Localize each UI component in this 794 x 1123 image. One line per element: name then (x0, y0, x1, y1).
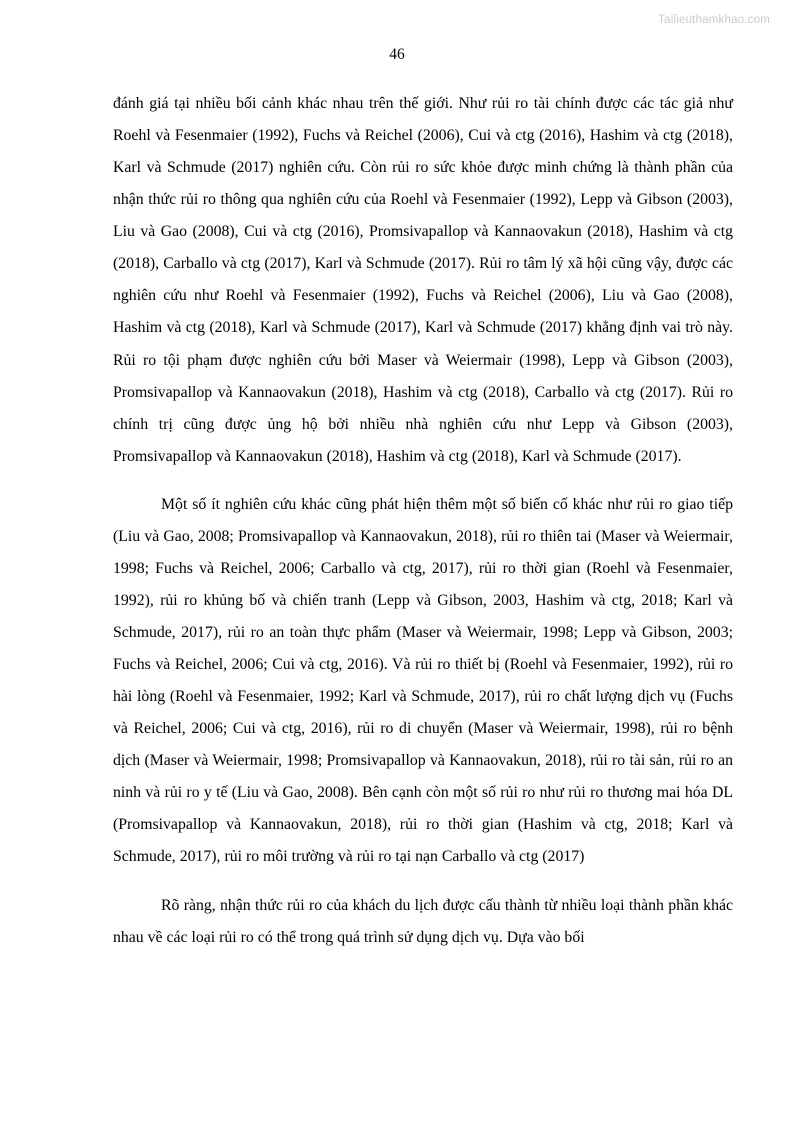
page-number: 46 (389, 46, 405, 63)
page-body (113, 88, 733, 954)
watermark-text: Tailieuthamkhao.com (658, 14, 770, 26)
body-paragraph: Rõ ràng, nhận thức rủi ro của khách du lịch được cấu thành từ nhiều loại thành phần khác nhau về các loại rủi ro có thể trong quá trình sử dụng dịch vụ. Dựa vào bối (113, 896, 733, 946)
body-paragraph: Một số ít nghiên cứu khác cũng phát hiện thêm một số biến cố khác như rủi ro giao tiếp (Liu và Gao, 2008; Promsivapallop và Kannaovakun, 2018), rủi ro thiên tai (Maser và Weiermair, 1998; Fuchs và Reichel, 2006; Carballo và ctg, 2017), rủi ro thời gian (Roehl và Fesenmaier, 1992), rủi ro khủng bố và chiến tranh (Lepp và Gibson, 2003, Hashim và ctg, 2018; Karl và Schmude, 2017), rủi ro an toàn thực phẩm (Maser và Weiermair, 1998; Lepp và Gibson, 2003; Fuchs và Reichel, 2006; Cui và ctg, 2016). Và rủi ro thiết bị (Roehl và Fesenmaier, 1992), rủi ro hài lòng (Roehl và Fesenmaier, 1992; Karl và Schmude, 2017), rủi ro chất lượng dịch vụ (Fuchs và Reichel, 2006; Cui và ctg, 2016), rủi ro di chuyển (Maser và Weiermair, 1998), rủi ro bệnh dịch (Maser và Weiermair, 1998; Promsivapallop và Kannaovakun, 2018), rủi ro tài sản, rủi ro an ninh và rủi ro y tế (Liu và Gao, 2008). Bên cạnh còn một số rủi ro như rủi ro thương mai hóa DL (Promsivapallop và Kannaovakun, 2018), rủi ro thời gian (Hashim và ctg, 2018; Karl và Schmude, 2017), rủi ro môi trường và rủi ro tại nạn Carballo và ctg (2017) (113, 495, 733, 866)
body-paragraph: đánh giá tại nhiều bối cảnh khác nhau trên thế giới. Như rủi ro tài chính được các tác giả như Roehl và Fesenmaier (1992), Fuchs và Reichel (2006), Cui và ctg (2016), Hashim và ctg (2018), Karl và Schmude (2017) nghiên cứu. Còn rủi ro sức khỏe được minh chứng là thành phần của nhận thức rủi ro thông qua nghiên cứu của Roehl và Fesenmaier (1992), Lepp và Gibson (2003), Liu và Gao (2008), Cui và ctg (2016), Promsivapallop và Kannaovakun (2018), Hashim và ctg (2018), Carballo và ctg (2017), Karl và Schmude (2017). Rủi ro tâm lý xã hội cũng vậy, được các nghiên cứu như Roehl và Fesenmaier (1992), Fuchs và Reichel (2006), Liu và Gao (2008), Hashim và ctg (2018), Karl và Schmude (2017), Karl và Schmude (2017) khẳng định vai trò này. Rủi ro tội phạm được nghiên cứu bởi Maser và Weiermair (1998), Lepp và Gibson (2003), Promsivapallop và Kannaovakun (2018), Hashim và ctg (2018), Carballo và ctg (2017). Rủi ro chính trị cũng được ủng hộ bởi nhiều nhà nghiên cứu như Lepp và Gibson (2003), Promsivapallop và Kannaovakun (2018), Hashim và ctg (2018), Karl và Schmude (2017). (113, 95, 733, 465)
